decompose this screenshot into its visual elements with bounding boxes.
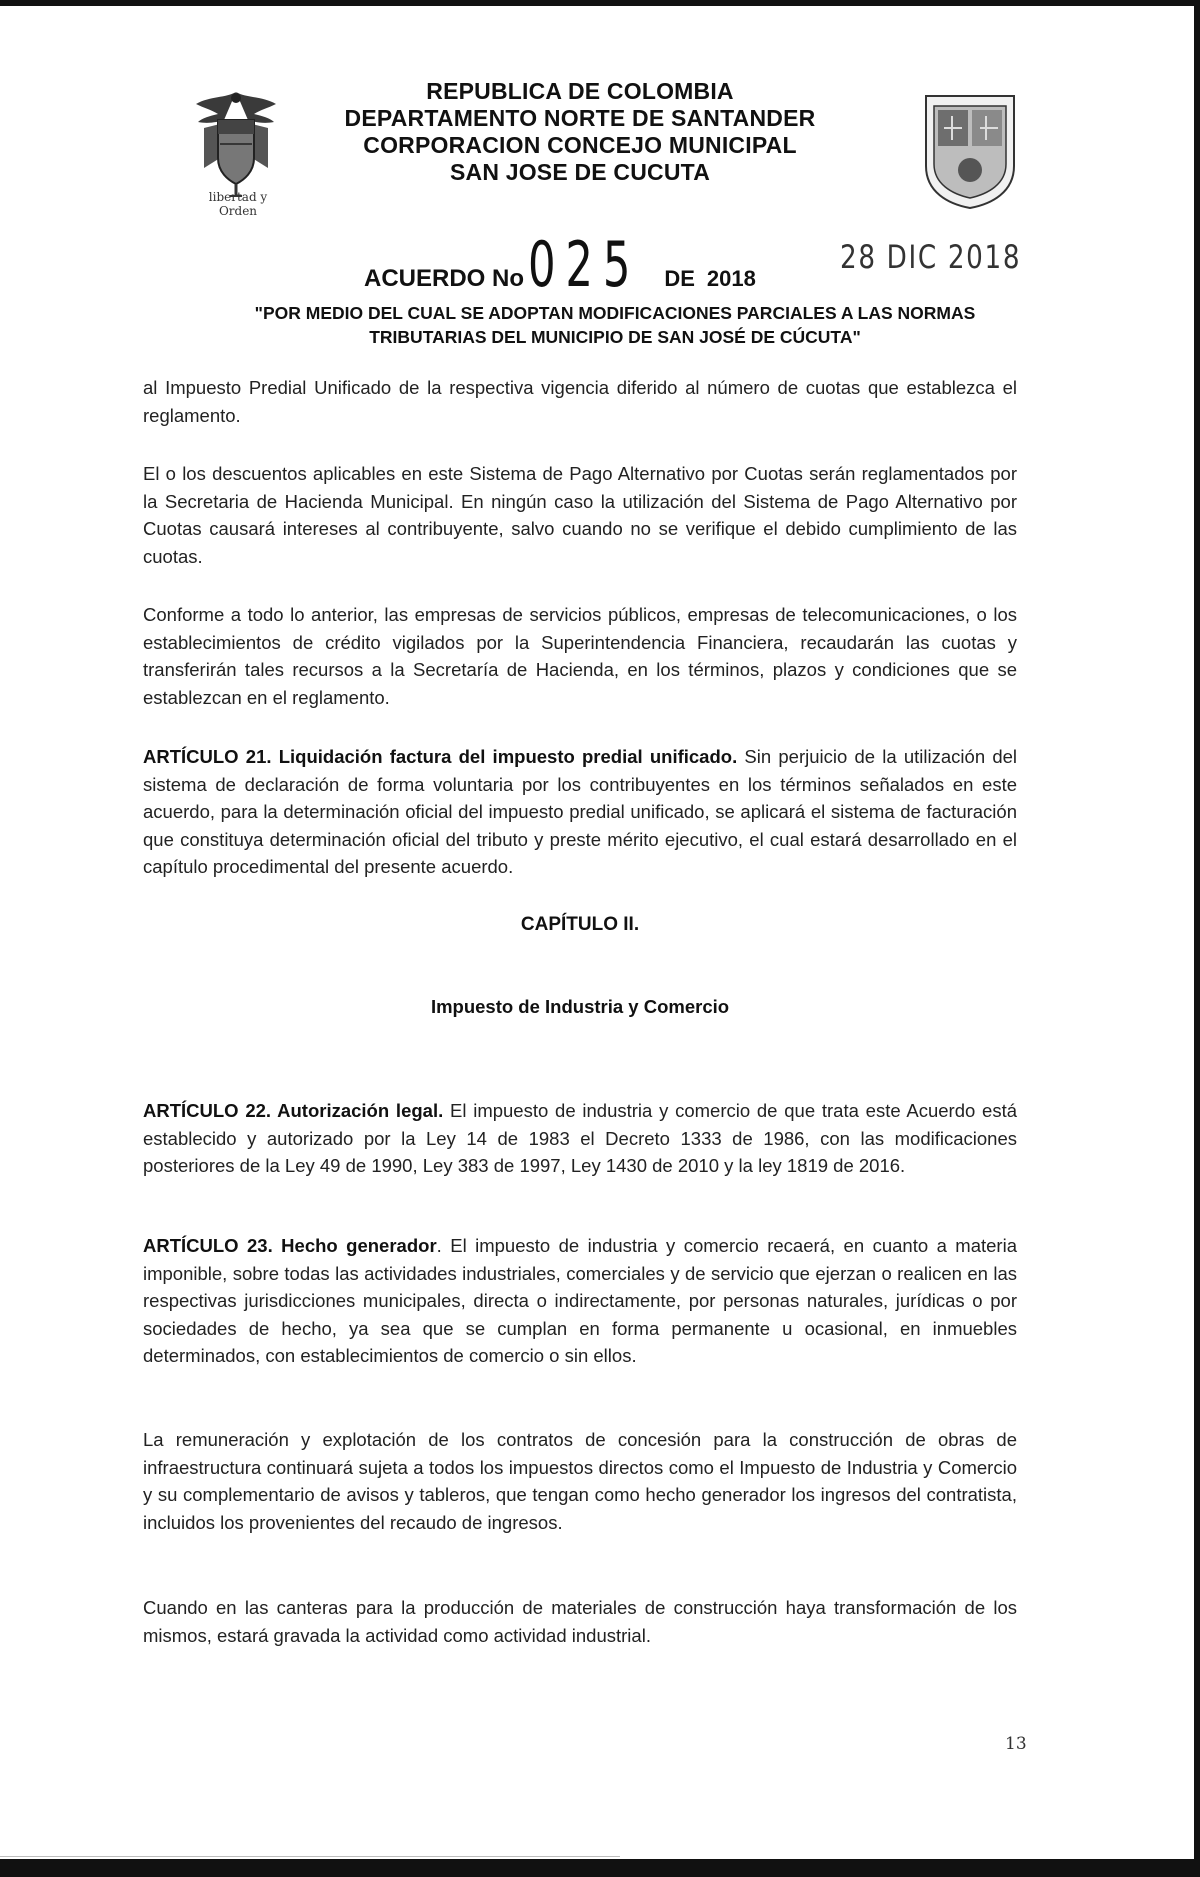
acuerdo-number: 025 xyxy=(528,228,641,301)
header-city: SAN JOSE DE CUCUTA xyxy=(449,159,711,185)
subtitle-line-1: "POR MEDIO DEL CUAL SE ADOPTAN MODIFICACIONES PARCIALES A LAS NORMAS xyxy=(254,303,976,323)
article-21 xyxy=(143,743,1017,881)
page-number: 13 xyxy=(1005,1734,1027,1754)
article-21-text: Sin perjuicio de la utilización del sistema de declaración de forma voluntaria por los contribuyentes en los términos señalados en este acuerdo, para la determinación oficial del impuesto predial unificado, se aplicará el sistema de facturación que constituya determinación oficial del tributo y preste mérito ejecutivo, el cual estará desarrollado en el capítulo procedimental del presente acuerdo. xyxy=(143,746,1018,877)
chapter-title: Impuesto de Industria y Comercio xyxy=(430,996,730,1017)
scan-border-top xyxy=(0,0,1200,6)
header-country: REPUBLICA DE COLOMBIA xyxy=(426,78,734,104)
municipal-seal-icon xyxy=(922,92,1018,210)
article-23-text: . El impuesto de industria y comercio recaerá, en cuanto a materia imponible, sobre todas las actividades industriales, comerciales y de servicio que ejerzan o realicen en las respectivas jurisdicciones municipales, directa o indirectamente, por personas naturales, jurídicas o por sociedades de hecho, ya sea que se cumplan en forma permanente u ocasional, en inmuebles determinados, con establecimientos de comercio o sin ellos. xyxy=(143,1235,1017,1366)
scan-border-right xyxy=(1194,0,1200,1877)
header-corporation: CORPORACION CONCEJO MUNICIPAL xyxy=(363,132,797,158)
footer-divider xyxy=(0,1856,620,1857)
date-stamp: 28 DIC 2018 xyxy=(840,238,1022,276)
article-22-title: ARTÍCULO 22. Autorización legal. xyxy=(143,1100,444,1121)
article-22 xyxy=(143,1097,1017,1180)
chapter-heading: CAPÍTULO II. xyxy=(520,914,640,935)
subtitle-line-2: TRIBUTARIAS DEL MUNICIPIO DE SAN JOSÉ DE CÚCUTA" xyxy=(369,327,861,347)
coat-motto: libertad y Orden xyxy=(208,190,268,218)
acuerdo-de: DE xyxy=(664,266,695,291)
scan-border-bottom xyxy=(0,1859,1200,1877)
article-22-text: El impuesto de industria y comercio de que trata este Acuerdo está establecido y autorizado por la Ley 14 de 1983 el Decreto 1333 de 1986, con las modificaciones posteriores de la Ley 49 de 1990, Ley 383 de 1997, Ley 1430 de 2010 y la ley 1819 de 2016. xyxy=(143,1100,1017,1176)
article-23-title: ARTÍCULO 23. Hecho generador xyxy=(143,1235,437,1256)
header-department: DEPARTAMENTO NORTE DE SANTANDER xyxy=(344,105,816,131)
acuerdo-label: ACUERDO No xyxy=(364,265,524,292)
acuerdo-heading xyxy=(364,228,756,301)
paragraph-canteras: Cuando en las canteras para la producción de materiales de construcción haya transformación de los mismos, estará gravada la actividad como actividad industrial. xyxy=(143,1597,1017,1646)
paragraph-cuotas: al Impuesto Predial Unificado de la respectiva vigencia diferido al número de cuotas que establezca el reglamento. xyxy=(143,377,1017,426)
paragraph-recaudo: Conforme a todo lo anterior, las empresas de servicios públicos, empresas de telecomunicaciones, o los establecimientos de crédito vigilados por la Superintendencia Financiera, recaudarán las cuotas y transferirán tales recursos a la Secretaría de Hacienda, en los términos, plazos y condiciones que se establezcan en el reglamento. xyxy=(143,604,1017,708)
document-subtitle xyxy=(230,301,1000,349)
article-21-title: ARTÍCULO 21. Liquidación factura del impuesto predial unificado. xyxy=(143,746,738,767)
acuerdo-year: 2018 xyxy=(706,266,756,291)
letterhead xyxy=(300,78,860,186)
paragraph-remuneracion: La remuneración y explotación de los contratos de concesión para la construcción de obras de infraestructura continuará sujeta a todos los impuestos directos como el Impuesto de Industria y Comercio y su complementario de avisos y tableros, que tengan como hecho generador los ingresos del contratista, incluidos los provenientes del recaudo de ingresos. xyxy=(143,1429,1017,1533)
article-23 xyxy=(143,1232,1017,1370)
paragraph-descuentos: El o los descuentos aplicables en este Sistema de Pago Alternativo por Cuotas serán reglamentados por la Secretaria de Hacienda Municipal. En ningún caso la utilización del Sistema de Pago Alternativo por Cuotas causará intereses al contribuyente, salvo cuando no se verifique el debido cumplimiento de las cuotas. xyxy=(143,463,1017,567)
